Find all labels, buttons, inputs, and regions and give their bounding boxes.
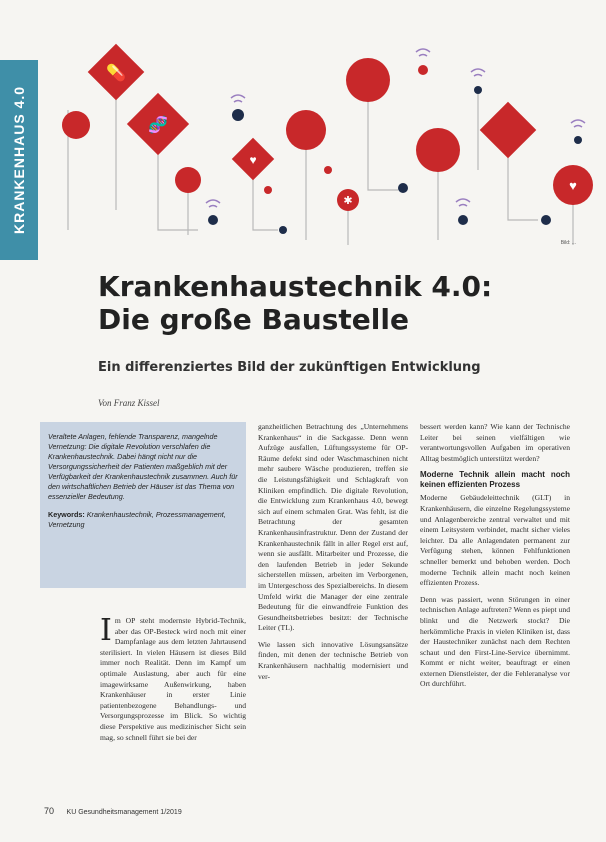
drop-cap: I — [100, 613, 112, 648]
tooth-icon — [62, 111, 90, 139]
paragraph: Denn was passiert, wenn Störungen in einer technischen Anlage auftreten? Wenn es piept und blinkt und die Netzwerk stockt? Die herkömmliche Praxis in vielen Kliniken ist, dass der Haustechniker zunächst nach dem Rechten schaut und den First-Line-Service übernimmt. Kommt er nicht weiter, beauftragt er einen externen Dienstleister, der die Fehleranalyse vor Ort durchführt. — [420, 594, 570, 689]
title-line-2: Die große Baustelle — [98, 303, 409, 336]
abstract-box — [40, 422, 246, 588]
keywords-text: Krankenhaustechnik, Prozessmanagement, Vernetzung — [48, 510, 226, 529]
keywords — [48, 510, 238, 530]
body-column-1 — [100, 613, 246, 749]
hero-illustration — [38, 30, 598, 250]
bandage-icon — [416, 128, 460, 172]
svg-text:🧬: 🧬 — [148, 117, 168, 134]
stethoscope-icon — [286, 110, 326, 150]
page-footer — [44, 806, 182, 816]
article-title — [98, 270, 492, 336]
eye-icon — [175, 167, 201, 193]
svg-text:♥: ♥ — [249, 153, 257, 167]
body-column-3 — [420, 422, 570, 696]
svg-text:✱: ✱ — [343, 195, 353, 207]
paragraph — [100, 613, 246, 743]
ambulance-icon — [346, 58, 390, 102]
svg-text:♥: ♥ — [569, 178, 577, 193]
paragraph: Wie lassen sich innovative Lösungsansätze finden, mit denen der technische Betrieb von Krankenhäusern nachhaltig modernisiert und ver- — [258, 639, 408, 681]
keywords-label: Keywords: — [48, 510, 85, 519]
publication-name: KU Gesundheitsmanagement 1/2019 — [66, 809, 182, 816]
paragraph: ganzheitlichen Betrachtung des „Unternehmens Krankenhaus“ in die Sackgasse. Denn wenn Aufzüge ausfallen, Lüftungssysteme für OP-Räume defekt sind oder Waschmaschinen nicht mehr saubere Wäsche produzieren, treffen sie die Leistungsfähigkeit und Schlagkraft von Kliniken empfindlich. Die digitale Revolution, die Entwicklung zum Krankenhaus 4.0, bewegt sich auf einem schmalen Grat. Was fehlt, ist die Betrachtung der gesamten Krankenhausinfrastruktur. Denn der Zustand der Krankenhaustechnik fällt in aller Regel erst auf, wenn sie ausfällt. Mitarbeiter und Prozesse, die den laufenden Betrieb in jeder Sekunde sicherstellen müssen, arbeiten im Verborgenen, im Untergeschoss des Spezialbereichs. In diesem Umfeld wirkt die Manager der eine zentrale Bedeutung für die einwandfreie Funktion des Gesundheitsbetriebes besitzt: der Technische Leiter (TL). — [258, 422, 408, 633]
paragraph: bessert werden kann? Wie kann der Technische Leiter bei seinen vielfältigen wie verantwortungsvollen Aufgaben im operativen Alltag bestmöglich unterstützt werden? — [420, 422, 570, 463]
section-tab-label: KRANKENHAUS 4.0 — [11, 85, 27, 235]
title-line-1: Krankenhaustechnik 4.0: — [98, 270, 493, 303]
section-tab — [0, 60, 38, 260]
abstract-lead: Veraltete Anlagen, fehlende Transparenz, mangelnde Vernetzung: Die digitale Revolution verschlafen die Krankenhaustechnik. Dabei hängt nicht nur die Versorgungssicherheit der Patienten maßgeblich mit der Verfügbarkeit der Krankenhaustechnik zusammen. Auch für den wirtschaftlichen Betrieb der Häuser ist das Thema von essenzieller Bedeutung. — [48, 432, 238, 501]
page-number: 70 — [44, 806, 55, 816]
hero-credit: Bild: ... — [560, 240, 576, 246]
body-column-2 — [258, 422, 408, 688]
microscope-icon — [480, 102, 537, 159]
article-subtitle: Ein differenziertes Bild der zukünftigen Entwicklung — [98, 360, 481, 375]
paragraph: Moderne Gebäudeleittechnik (GLT) in Krankenhäusern, die einzelne Regelungssysteme und Anlagenbereiche zentral verwaltet und mit einem Leitsystem verbindet, macht sicher vieles leichter. Da alle Anlagendaten permanent zur Verfügung stehen, können Fehlfunktionen schneller bemerkt und behoben werden. Doch moderne Technik allein macht noch keinen effizienten Prozess. — [420, 493, 570, 588]
byline: Von Franz Kissel — [98, 398, 160, 408]
section-heading: Moderne Technik allein macht noch keinen effizienten Prozess — [420, 470, 570, 490]
medical-icon-nodes — [62, 44, 593, 211]
paragraph-text: m OP steht modernste Hybrid-Technik, aber das OP-Besteck wird noch mit einer Dampfanlage aus dem letzten Jahrtausend sterilisiert. In vielen Häusern ist dieses Bild immer noch Realität. Denn im Kampf um optimale Auslastung, aber auch für eine imagewirksame Außenwirkung, haben Krankenhäuser in erster Linie patientenbezogene Behandlungs- und Versorgungsprozesse im Blick. So wichtig diese Perspektive aus medizinischer Sicht sein mag, so schnell führt sie bei der — [100, 616, 246, 742]
svg-text:💊: 💊 — [106, 65, 126, 82]
